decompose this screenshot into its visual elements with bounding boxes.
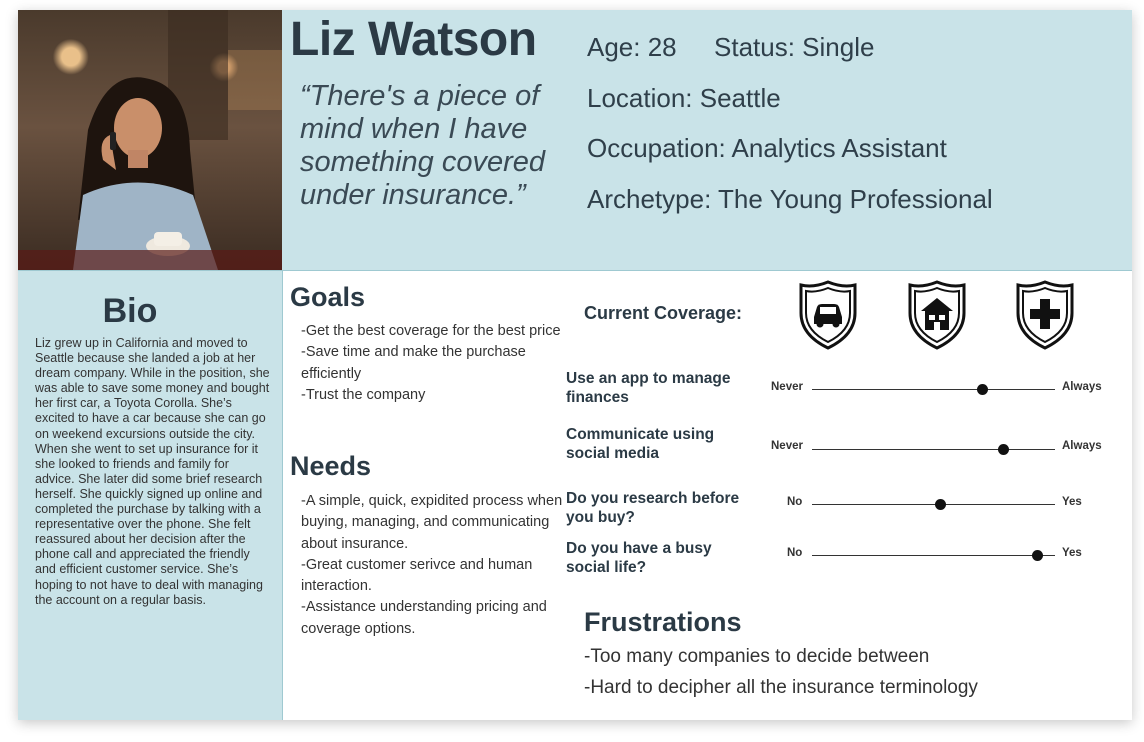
scale-left-label: Never — [771, 440, 803, 452]
scale-left-label: No — [787, 547, 803, 559]
bio-title: Bio — [102, 292, 158, 330]
frustrations-list — [584, 641, 978, 703]
scale-track — [812, 389, 1055, 390]
bio-text: Liz grew up in California and moved to Seattle because she landed a job at her dream company. While in the position, she was able to save some money and bought her first car, a Toyota Corolla. She’s excited to have a car because she can go on weekend excursions outside the city. When she went to set up insurance for it she looked to friends and family for advice. She later did some brief research herself. She quickly signed up online and completed the purchase by talking with a representative over the phone. She felt reassured about her decision after the phone call and appreciated the friendly and efficient customer service. She’s hoping to not have to deal with managing the account on a regular basis. — [35, 336, 270, 607]
age-label: Age: 28 — [587, 32, 677, 62]
health-shield-icon — [1014, 279, 1076, 351]
needs-list — [301, 491, 571, 640]
coverage-label: Current Coverage: — [584, 303, 743, 323]
scale-right-label: Yes — [1062, 496, 1082, 508]
need-item: -Assistance understanding pricing and coverage options. — [301, 599, 547, 637]
scale-right-label: Yes — [1062, 547, 1082, 559]
archetype-label: Archetype: The Young Professional — [587, 184, 993, 214]
status-label: Status: Single — [714, 32, 875, 62]
persona-name: Liz Watson — [290, 13, 537, 66]
frustration-item: -Too many companies to decide between — [584, 646, 930, 667]
frustration-item: -Hard to decipher all the insurance terminology — [584, 677, 978, 698]
frustrations-title: Frustrations — [584, 607, 742, 637]
needs-title: Needs — [290, 451, 372, 481]
scale-right-label: Always — [1062, 440, 1102, 452]
occupation-label: Occupation: Analytics Assistant — [587, 133, 947, 163]
goals-list — [301, 321, 563, 406]
home-shield-icon — [906, 279, 968, 351]
scale-left-label: No — [787, 496, 803, 508]
car-shield-icon — [797, 279, 859, 351]
need-item: -A simple, quick, expidited process when buying, managing, and communicating about insurance. — [301, 493, 563, 552]
scale-left-label: Never — [771, 381, 803, 393]
scale-question: Do you research before you buy? — [566, 490, 740, 526]
scale-track — [812, 504, 1055, 505]
scale-question: Use an app to manage finances — [566, 370, 731, 406]
scale-right-label: Always — [1062, 381, 1102, 393]
scale-marker — [977, 384, 988, 395]
divider-horizontal — [18, 270, 1132, 271]
scale-track — [812, 449, 1055, 450]
persona-photo — [18, 10, 282, 270]
scale-question: Communicate using social media — [566, 426, 715, 462]
goal-item: -Save time and make the purchase efficiently — [301, 344, 526, 382]
persona-quote: “There's a piece of mind when I have something covered under insurance.” — [300, 80, 546, 211]
goals-title: Goals — [290, 282, 366, 312]
goal-item: -Get the best coverage for the best price — [301, 323, 561, 339]
scale-track — [812, 555, 1055, 556]
divider-vertical — [282, 270, 283, 720]
scale-question: Do you have a busy social life? — [566, 540, 712, 576]
need-item: -Great customer serivce and human interaction. — [301, 556, 533, 595]
goal-item: -Trust the company — [301, 386, 426, 403]
location-label: Location: Seattle — [587, 83, 781, 113]
